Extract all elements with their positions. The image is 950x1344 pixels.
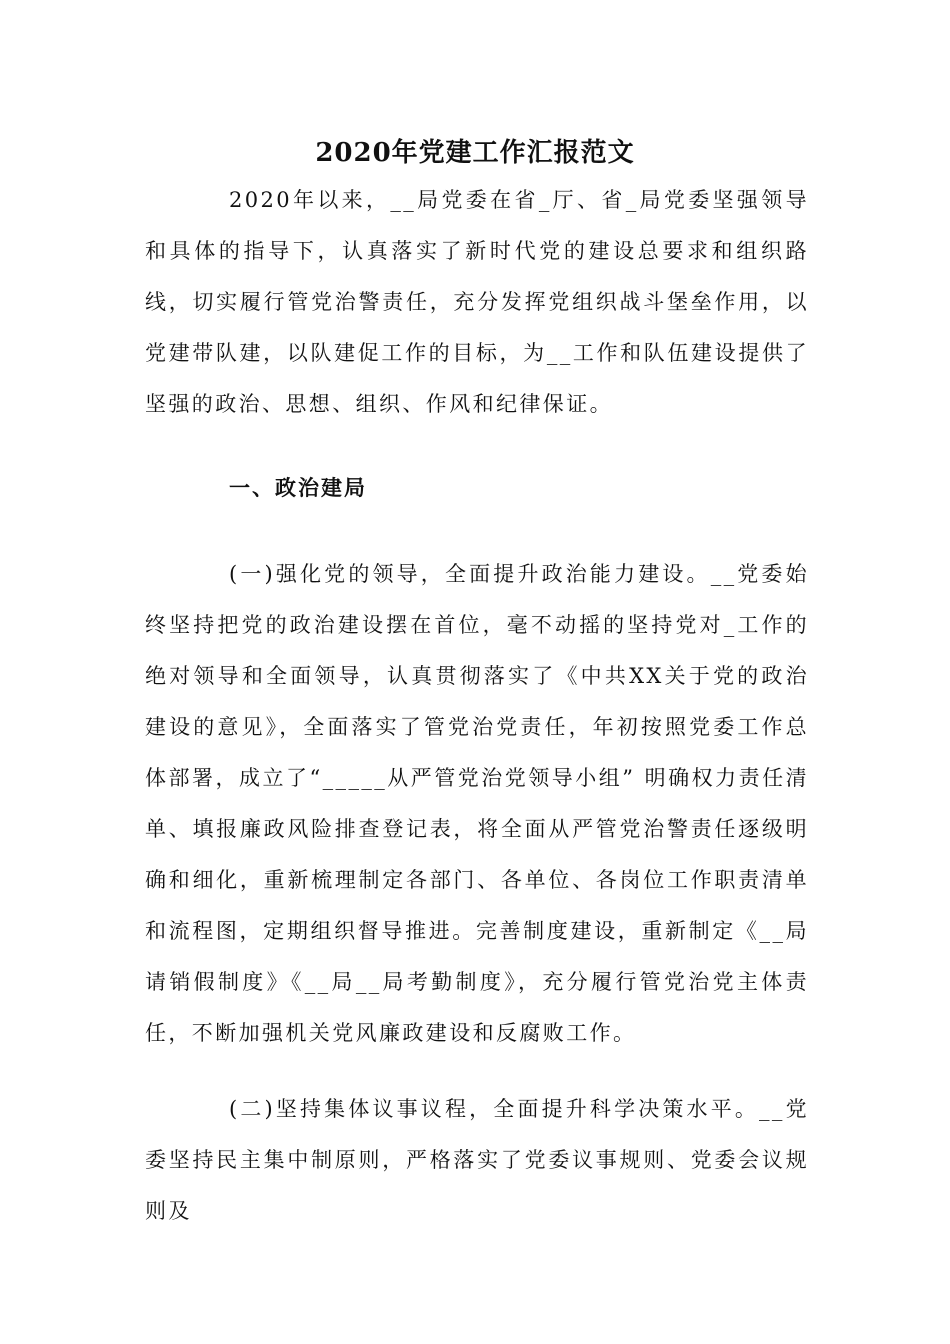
document-title: 2020年党建工作汇报范文	[315, 138, 635, 168]
section1-paragraph-1: (一)强化党的领导，全面提升政治能力建设。__党委始终坚持把党的政治建设摆在首位，毫不动摇的坚持党对_工作的绝对领导和全面领导，认真贯彻落实了《中共XX关于党的政治建设的意见》，全面落实了管党治党责任，年初按照党委工作总体部署，成立了“_____从严管党治党领导小组” 明确权力责任清单、填报廉政风险排查登记表，将全面从严管党治警责任逐级明确和细化，重新梳理制定各部门、各单位、各岗位工作职责清单和流程图，定期组织督导推进。完善制度建设，重新制定《__局请销假制度》《__局__局考勤制度》，充分履行管党治党主体责任，不断加强机关党风廉政建设和反腐败工作。	[145, 562, 809, 1045]
intro-paragraph: 2020年以来，__局党委在省_厅、省_局党委坚强领导和具体的指导下，认真落实了新时代党的建设总要求和组织路线，切实履行管党治警责任，充分发挥党组织战斗堡垒作用，以党建带队建，以队建促工作的目标，为__工作和队伍建设提供了坚强的政治、思想、组织、作风和纪律保证。	[145, 188, 809, 416]
section-heading-political: 一、政治建局	[229, 475, 367, 500]
section1-paragraph-2: (二)坚持集体议事议程，全面提升科学决策水平。__党委坚持民主集中制原则，严格落实了党委议事规则、党委会议规则及	[145, 1097, 809, 1223]
